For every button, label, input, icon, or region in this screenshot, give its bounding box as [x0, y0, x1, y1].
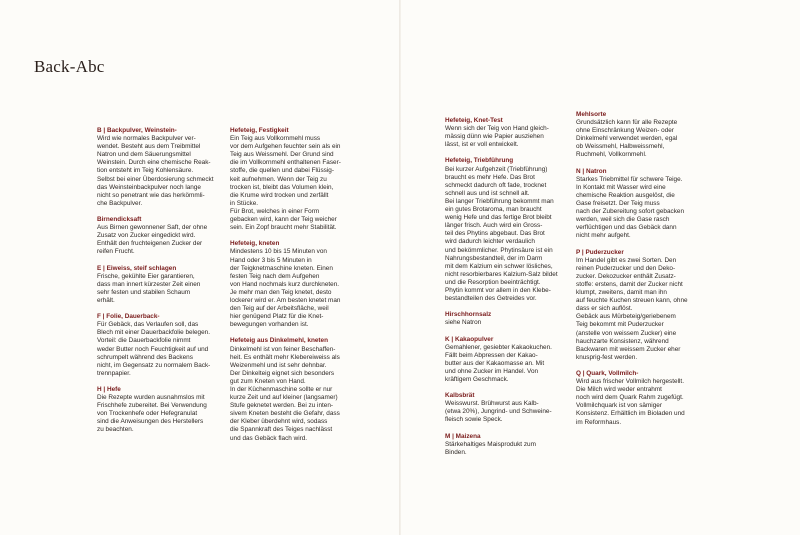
entry-text-line: nicht resorbierbares Kalzium-Salz bildet — [445, 270, 558, 278]
entry-text-line: nicht so penetrant wie das herkömmli- — [97, 191, 205, 199]
glossary-entry — [576, 168, 701, 241]
entry-heading: Q | Quark, Vollmilch- — [576, 370, 639, 377]
entry-heading: Kalbsbrät — [445, 392, 475, 400]
entry-text-line: trocken ist, bleibt das Volumen klein, — [230, 183, 334, 191]
entry-text-line: reifen Frucht. — [97, 248, 135, 256]
entry-heading: M | Maizena — [445, 432, 481, 440]
entry-text-line: Natron und dem Säuerungsmittel — [97, 151, 191, 159]
entry-text-line: Backwaren mit weissem Zucker eher — [576, 345, 681, 353]
entry-text-line: knusprig-fest werden. — [576, 353, 638, 361]
entry-text-line: fleisch sowie Speck. — [445, 416, 503, 424]
entry-text-line: Ein Teig aus Vollkornmehl muss — [230, 135, 321, 143]
entry-text-line: nach der Zubereitung sofort gebacken — [576, 208, 685, 216]
entry-text-line: gebacken wird, kann der Teig weicher — [230, 216, 337, 224]
entry-text-line: zu beachten. — [97, 426, 134, 434]
entry-text-line: chemische Reaktion ausgelöst, die — [576, 191, 675, 199]
glossary-column-4 — [576, 111, 701, 435]
entry-text-line: bestandteilen des Getreides vor. — [445, 295, 537, 303]
entry-text-line: Für Brot, welches in einer Form — [230, 207, 320, 215]
entry-text-line: Dinkelmehl verwendet werden, egal — [576, 135, 678, 143]
entry-text-line: In der Küchenmaschine sollte er nur — [230, 386, 333, 393]
glossary-entry — [445, 336, 570, 385]
entry-heading: Hefeteig, Triebführung — [445, 157, 514, 165]
entry-text-line: reinen Puderzucker und den Deko- — [576, 264, 676, 272]
entry-text-line: tion entsteht im Teig Kohlensäure. — [97, 167, 194, 175]
entry-text-line: länger frisch. Auch wird ein Gross- — [445, 222, 543, 230]
entry-text-line: Die Rezepte wurden ausnahmslos mit — [97, 394, 205, 402]
entry-text-line: noch wird dem Quark Rahm zugefügt. — [576, 394, 684, 402]
entry-text-line: nicht, im Gegensatz zu normalem Back- — [97, 361, 211, 369]
entry-text-line: teil des Phytins abgebaut. Das Brot — [445, 230, 545, 238]
entry-text-line: Grundsätzlich kann für alle Rezepte — [576, 119, 678, 127]
entry-text-line: gut zum Kneten von Hand. — [230, 377, 306, 385]
glossary-entry — [230, 240, 355, 329]
entry-text-line: und die Resorption beeinträchtigt. — [445, 278, 541, 286]
entry-text-line: wird dadurch leichter verdaulich — [445, 238, 535, 246]
entry-text-line: Hand oder 3 bis 5 Minuten in — [230, 256, 312, 264]
entry-text-line: lockerer wird er. Am besten knetet man — [230, 296, 341, 304]
entry-text-line: Frischhefe zubereitet. Bei Verwendung — [97, 402, 207, 410]
glossary-column-3 — [445, 117, 570, 465]
entry-text-line: das Weinsteinbackpulver noch lange — [97, 183, 201, 191]
entry-text-line: von Hand nochmals kurz durchkneten. — [230, 280, 340, 288]
entry-text-line: schnell aus und ist schnell alt. — [445, 189, 530, 197]
entry-text-line: Der Dinkelteig eignet sich besonders — [230, 369, 335, 377]
entry-text-line: Konsistenz. Erhältlich im Bioladen und — [576, 410, 685, 418]
entry-heading: K | Kakaopulver — [445, 335, 494, 343]
entry-text-line: stoffe, die quellen und dabei Flüssig- — [230, 167, 334, 175]
entry-text-line: Zusatz von Zucker eingedickt wird. — [97, 232, 196, 240]
entry-text-line: kurze Zeit und auf kleiner (langsamer) — [230, 394, 338, 402]
entry-text-line: Vollmilchquark ist von sämiger — [576, 402, 662, 410]
entry-text-line: Bei kurzer Aufgehzeit (Triebführung) — [445, 165, 548, 173]
glossary-entry — [97, 127, 222, 208]
entry-text-line: mässig dünn wie Papier ausziehen — [445, 133, 544, 141]
glossary-entry — [97, 386, 222, 435]
glossary-entry — [576, 111, 701, 160]
entry-text-line: weder Butter noch Feuchtigkeit auf und — [97, 345, 209, 353]
entry-text-line: Ruchmehl, Vollkornmehl. — [576, 151, 647, 159]
entry-text-line: Wird wie normales Backpulver ver- — [97, 135, 196, 143]
entry-text-line: schrumpelt während des Backens — [97, 353, 193, 361]
entry-heading: P | Puderzucker — [576, 248, 624, 256]
entry-text-line: der Kleber überdehnt wird, sodass — [230, 418, 328, 426]
entry-text-line: auf feuchte Kuchen streuen kann, ohne — [576, 297, 688, 305]
glossary-entry — [445, 157, 570, 303]
entry-heading: Hefeteig, Knet-Test — [445, 117, 503, 124]
entry-text-line: Gebäck aus Mürbeteig/geriebenem — [576, 313, 676, 321]
entry-text-line: Weisswurst. Brühwurst aus Kalb- — [445, 400, 539, 408]
glossary-entry — [97, 216, 222, 256]
entry-heading: Hefeteig, kneten — [230, 240, 280, 248]
entry-heading: E | Eiweiss, steif schlagen — [97, 264, 177, 272]
entry-text-line: sind die Anweisungen des Herstellers — [97, 418, 204, 426]
entry-text-line: Dinkelmehl ist von feiner Beschaffen- — [230, 345, 336, 353]
entry-text-line: Vorteil: die Dauerbackfolie nimmt — [97, 337, 191, 345]
entry-text-line: Stärkehaltiges Maisprodukt zum — [445, 440, 536, 448]
glossary-entry — [445, 392, 570, 424]
entry-text-line: Fällt beim Abpressen der Kakao- — [445, 351, 538, 359]
entry-heading: N | Natron — [576, 167, 607, 175]
entry-text-line: im Reformhaus. — [576, 418, 622, 426]
glossary-entry — [230, 127, 355, 232]
glossary-entry — [445, 117, 570, 149]
entry-text-line: sehr festen und stabilen Schaum — [97, 288, 191, 296]
entry-text-line: die im Vollkornmehl enthaltenen Faser- — [230, 159, 341, 167]
entry-text-line: und ohne Zucker im Handel. Von — [445, 367, 539, 375]
entry-text-line: ein gutes Brotaroma, man braucht — [445, 206, 542, 214]
entry-heading: B | Backpulver, Weinstein- — [97, 127, 177, 134]
entry-text-line: sivem Kneten besteht die Gefahr, dass — [230, 410, 340, 418]
entry-text-line: Im Handel gibt es zwei Sorten. Den — [576, 256, 677, 264]
entry-text-line: festen Teig nach dem Aufgehen — [230, 272, 320, 280]
entry-text-line: Stufe geknetet werden. Bei zu inten- — [230, 402, 334, 410]
entry-heading: Hefeteig, Festigkeit — [230, 127, 289, 134]
entry-text-line: Die Milch wird weder entrahmt — [576, 386, 662, 394]
entry-heading: H | Hefe — [97, 386, 121, 393]
glossary-column-1 — [97, 127, 222, 443]
entry-text-line: wenig Hefe und das fertige Brot bleibt — [445, 214, 552, 222]
entry-text-line: Teig aus Weissmehl. Der Grund sind — [230, 151, 334, 159]
entry-text-line: von Trockenhefe oder Hefegranulat — [97, 410, 198, 418]
entry-text-line: hauchzarte Konsistenz, während — [576, 337, 669, 345]
entry-text-line: die Spannkraft des Teiges nachlässt — [230, 426, 333, 434]
glossary-entry — [230, 337, 355, 442]
entry-text-line: erhält. — [97, 296, 115, 304]
entry-text-line: sein. Ein Zopf braucht mehr Stabilität. — [230, 224, 337, 232]
entry-text-line: che Backpulver. — [97, 199, 143, 207]
entry-text-line: die Krume wird trocken und zerfällt — [230, 191, 329, 199]
entry-text-line: Aus Birnen gewonnener Saft, der ohne — [97, 224, 208, 232]
entry-text-line: siehe Natron — [445, 319, 482, 327]
entry-text-line: wendet. Besteht aus dem Treibmittel — [97, 143, 201, 151]
entry-text-line: schmeckt dadurch oft fade, trocknet — [445, 181, 547, 189]
entry-text-line: Teig bekommt mit Puderzucker — [576, 321, 664, 329]
entry-text-line: (etwa 20%), Jungrind- und Schweine- — [445, 408, 552, 416]
entry-text-line: verflüchtigen und das Gebäck dann — [576, 224, 677, 232]
entry-text-line: heit. Es enthält mehr Klebereiweiss als — [230, 353, 340, 361]
entry-heading: Hirschhornsalz — [445, 311, 492, 319]
entry-text-line: Selbst bei einer Überdosierung schmeckt — [97, 175, 214, 183]
entry-text-line: klumpt, zweitens, damit man ihn — [576, 289, 667, 297]
entry-text-line: zucker. Dekozucker enthält Zusatz- — [576, 272, 676, 280]
glossary-entry — [445, 311, 570, 327]
entry-text-line: In Kontakt mit Wasser wird eine — [576, 183, 666, 191]
entry-text-line: Je mehr man den Teig knetet, desto — [230, 288, 332, 296]
glossary-column-2 — [230, 127, 355, 451]
entry-text-line: braucht es mehr Hefe. Das Brot — [445, 173, 535, 181]
glossary-entry — [576, 370, 701, 427]
entry-text-line: in Stücke. — [230, 199, 259, 207]
page-title: Back-Abc — [34, 57, 105, 76]
entry-text-line: trennpapier. — [97, 369, 131, 377]
entry-text-line: mit dem Kalzium ein schwer lösliches, — [445, 262, 553, 270]
entry-text-line: bewegungen vorhanden ist. — [230, 321, 309, 329]
entry-heading: Mehlsorte — [576, 111, 607, 118]
entry-text-line: dass er sich auflöst. — [576, 305, 633, 313]
entry-text-line: der Teigknetmaschine kneten. Einen — [230, 264, 333, 272]
glossary-entry — [576, 249, 701, 362]
glossary-entry — [97, 265, 222, 305]
entry-text-line: werden, weil sich die Gase rasch — [576, 216, 670, 224]
entry-text-line: kräftigem Geschmack. — [445, 376, 509, 383]
entry-text-line: keit aufnehmen. Wenn der Teig zu — [230, 175, 327, 183]
entry-text-line: Nahrungsbestandteil, der im Darm — [445, 254, 543, 262]
glossary-entry — [445, 433, 570, 457]
entry-text-line: Für Gebäck, das Verlaufen soll, das — [97, 321, 199, 329]
entry-heading: Birnendicksaft — [97, 216, 142, 224]
entry-text-line: dass man innert kürzester Zeit einen — [97, 280, 201, 288]
entry-text-line: butter aus der Kakaomasse an. Mit — [445, 359, 545, 367]
entry-text-line: Weinstein. Durch eine chemische Reak- — [97, 159, 211, 167]
entry-text-line: (anstelle von weissem Zucker) eine — [576, 329, 677, 337]
entry-text-line: Blech mit einer Dauerbackfolie belegen. — [97, 329, 210, 337]
entry-text-line: Wenn sich der Teig von Hand gleich- — [445, 125, 549, 133]
entry-text-line: Starkes Triebmittel für schwere Teige. — [576, 175, 683, 183]
entry-text-line: Enthält den fruchteigenen Zucker der — [97, 240, 203, 248]
entry-text-line: Mindestens 10 bis 15 Minuten von — [230, 248, 327, 256]
entry-text-line: ohne Einschränkung Weizen- oder — [576, 127, 674, 135]
entry-heading: F | Folie, Dauerback- — [97, 313, 160, 321]
entry-heading: Hefeteig aus Dinkelmehl, kneten — [230, 337, 329, 345]
entry-text-line: Binden. — [445, 448, 467, 456]
entry-text-line: ob Weissmehl, Halbweissmehl, — [576, 143, 665, 151]
entry-text-line: Frische, gekühlte Eier garantieren, — [97, 272, 195, 280]
entry-text-line: Wird aus frischer Vollmilch hergestellt. — [576, 378, 684, 386]
entry-text-line: Weizenmehl und ist sehr dehnbar. — [230, 361, 327, 369]
book-spine — [399, 0, 401, 535]
glossary-entry — [97, 313, 222, 378]
entry-text-line: Gase freisetzt. Der Teig muss — [576, 200, 660, 208]
entry-text-line: Bei langer Triebführung bekommt man — [445, 197, 554, 205]
entry-text-line: nicht mehr aufgeht. — [576, 232, 631, 240]
entry-text-line: und bekömmlicher. Phytinsäure ist ein — [445, 246, 553, 254]
entry-text-line: stoffe: erstens, damit der Zucker nicht — [576, 280, 683, 288]
entry-text-line: den Teig auf der Arbeitsfläche, weil — [230, 305, 329, 313]
entry-text-line: vor dem Aufgehen feuchter sein als ein — [230, 143, 341, 151]
entry-text-line: und das Gebäck flach wird. — [230, 434, 308, 442]
entry-text-line: lässt, ist er voll entwickelt. — [445, 141, 519, 149]
entry-text-line: hier genügend Platz für die Knet- — [230, 313, 324, 321]
entry-text-line: Gemahlener, gesiebter Kakaokuchen. — [445, 343, 552, 351]
entry-text-line: Phytin kommt vor allem in den Klebe- — [445, 286, 551, 294]
